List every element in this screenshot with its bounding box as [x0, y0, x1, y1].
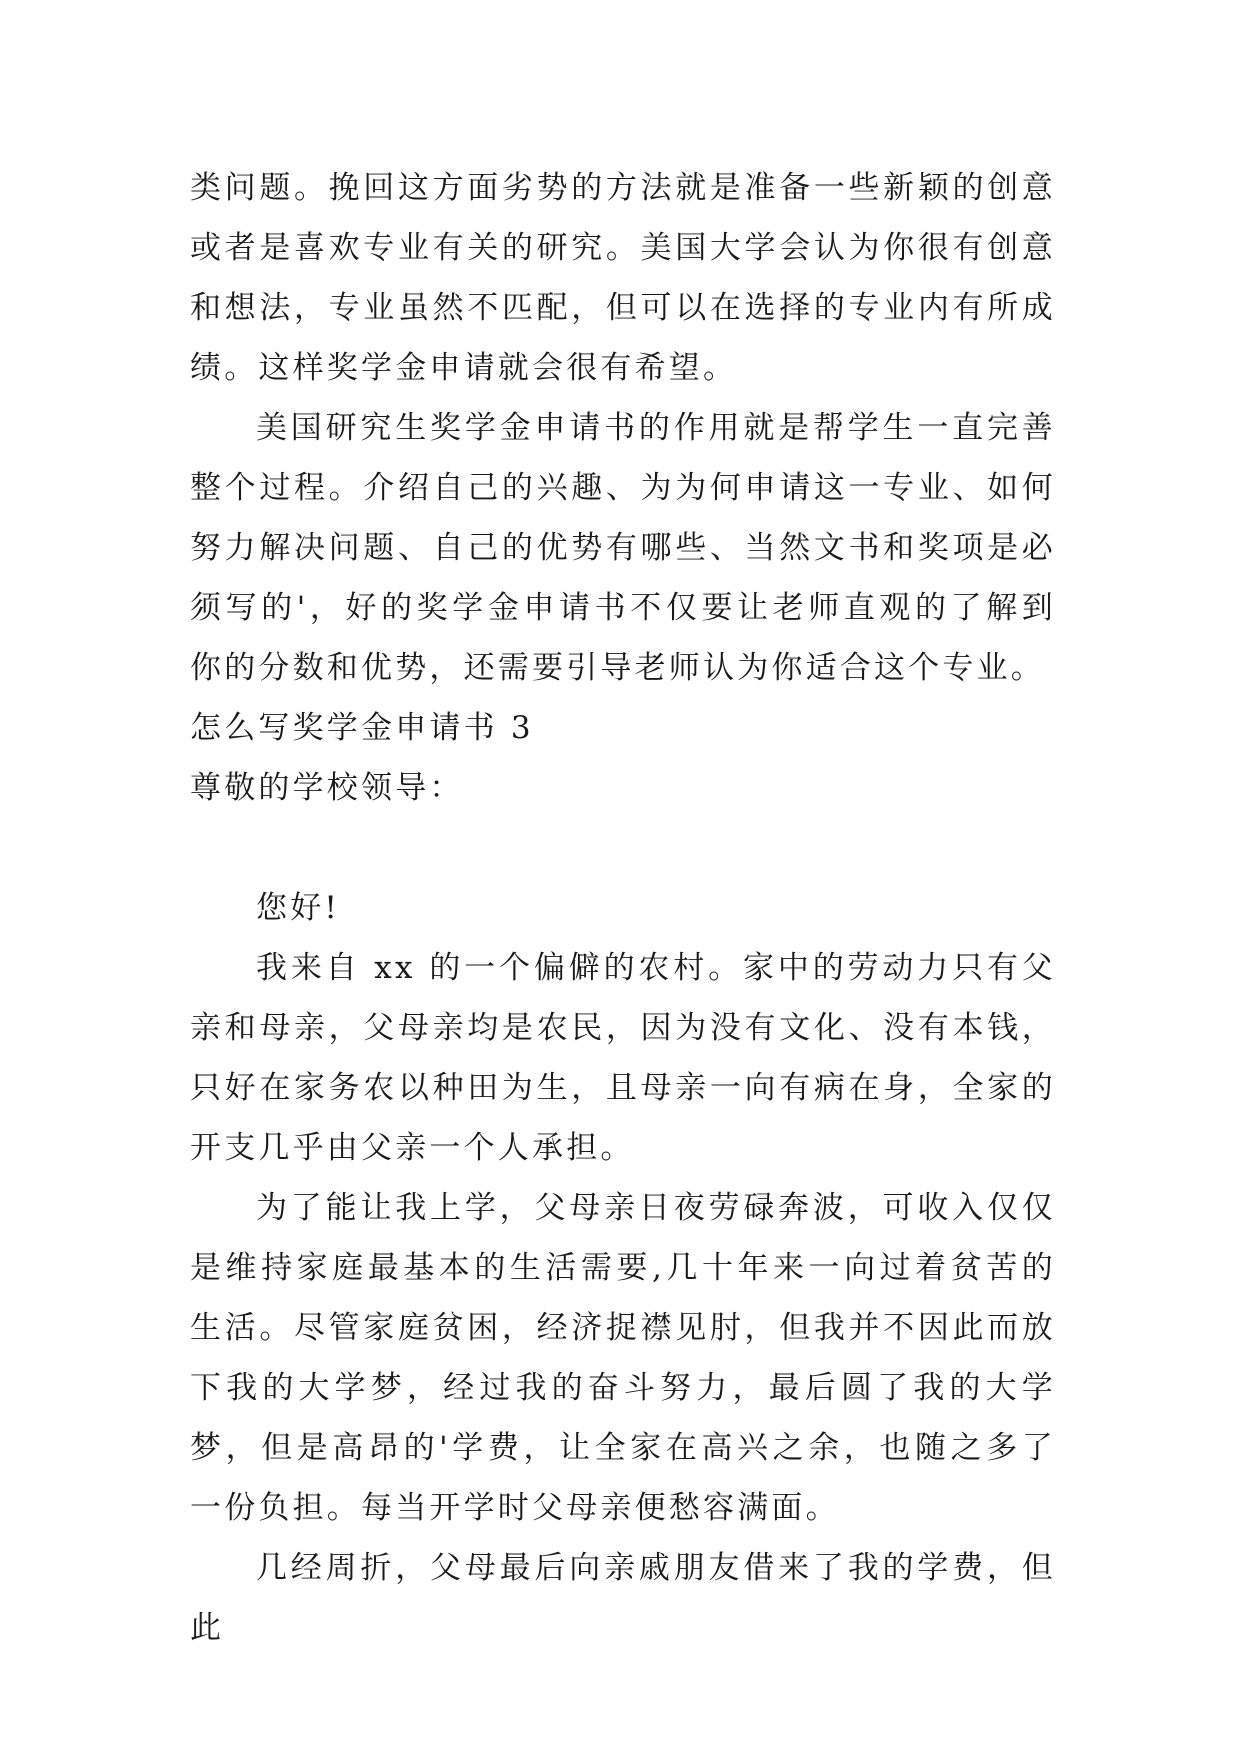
section-heading: 怎么写奖学金申请书 3 — [190, 710, 534, 746]
body-paragraph: 几经周折，父母最后向亲戚朋友借来了我的学费，但此 — [190, 1550, 1056, 1646]
greeting: 您好! — [256, 890, 341, 926]
salutation: 尊敬的学校领导： — [190, 770, 464, 806]
body-paragraph: 美国研究生奖学金申请书的作用就是帮学生一直完善整个过程。介绍自己的兴趣、为为何申请这一专业、如何努力解决问题、自己的优势有哪些、当然文书和奖项是必须写的'，好的奖学金申请书不仅要让老师直观的了解到你的分数和优势，还需要引导老师认为你适合这个专业。 — [190, 410, 1056, 686]
body-paragraph: 为了能让我上学，父母亲日夜劳碌奔波，可收入仅仅是维持家庭最基本的生活需要,几十年来一向过着贫苦的生活。尽管家庭贫困，经济捉襟见肘，但我并不因此而放下我的大学梦，经过我的奋斗努力，最后圆了我的大学梦，但是高昂的'学费，让全家在高兴之余，也随之多了一份负担。每当开学时父母亲便愁容满面。 — [190, 1190, 1056, 1526]
blank-line — [190, 818, 1056, 878]
body-paragraph: 类问题。挽回这方面劣势的方法就是准备一些新颖的创意或者是喜欢专业有关的研究。美国大学会认为你很有创意和想法，专业虽然不匹配，但可以在选择的专业内有所成绩。这样奖学金申请就会很有希望。 — [190, 170, 1056, 386]
body-paragraph: 我来自 xx 的一个偏僻的农村。家中的劳动力只有父亲和母亲，父母亲均是农民，因为没有文化、没有本钱，只好在家务农以种田为生，且母亲一向有病在身，全家的开支几乎由父亲一个人承担。 — [190, 950, 1056, 1166]
document-body — [190, 158, 1056, 1658]
